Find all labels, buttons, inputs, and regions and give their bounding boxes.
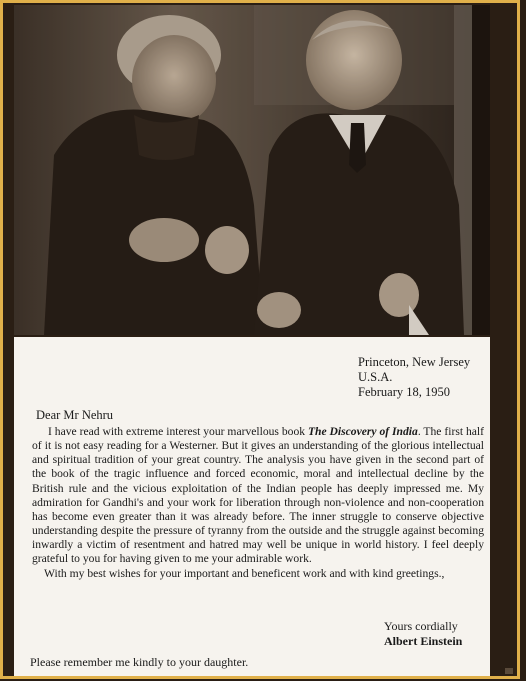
photograph: [14, 5, 472, 335]
letter-paragraph-2: With my best wishes for your important and beneficent work and with kind greetings.,: [44, 566, 445, 580]
letter-signature: Albert Einstein: [384, 634, 463, 648]
letter-signoff: [384, 619, 462, 649]
address-line-city: Princeton, New Jersey: [358, 355, 471, 369]
letter-body: [32, 425, 484, 581]
letter-postscript: Please remember me kindly to your daughter.: [30, 655, 249, 669]
photo-shadow-strip: [472, 5, 490, 335]
letter-paper: [14, 337, 490, 676]
paragraph-1-rest: . The first half of it is not easy reading for a Westerner. But it gives an understanding of the glorious intellectual and spiritual tradition of your great country. The analysis you have given in the second part of the book of the tragic influence and forced economic, moral and intellectual decline by the British rule and the vicious exploitation of the Indian people has deeply impressed me. My admiration for Gandhi's and your work for liberation through non-violence and non-cooperation has become even greater than it was already before. The inner struggle to conserve objective understanding despite the pressure of tyranny from the outside and the struggle against becoming inwardly a victim of resentment and hatred may well be unique in world history. I feel deeply grateful to you for having given to me your admirable work.: [32, 425, 484, 566]
letter-closing: Yours cordially: [384, 619, 458, 633]
paragraph-1-intro: I have read with extreme interest your marvellous book: [48, 425, 308, 438]
address-line-country: U.S.A.: [358, 370, 393, 384]
letter-salutation: Dear Mr Nehru: [36, 408, 114, 422]
book-title: The Discovery of India: [307, 425, 418, 438]
corner-mark: [505, 668, 513, 674]
letter-date: February 18, 1950: [358, 385, 450, 399]
letter-address: [358, 355, 470, 400]
letter-paragraph-1: [32, 425, 484, 567]
photograph-image: [14, 5, 472, 335]
